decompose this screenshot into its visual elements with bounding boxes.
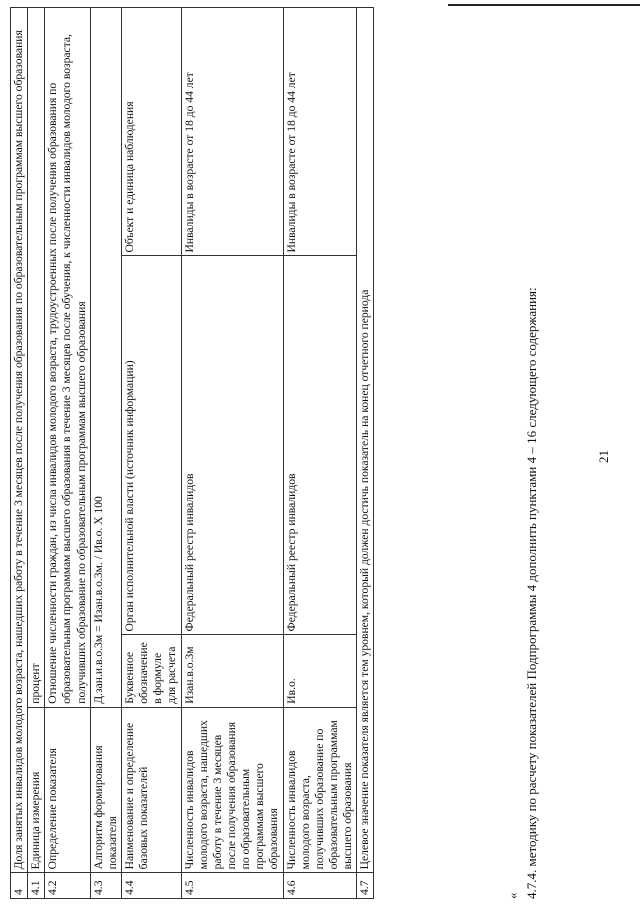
row-value: Отношение численности граждан, из числа инвалидов молодого возраста, трудоустроенных после получения образования по образовательным программам высшего образования в течение 3 месяцев после обучения, к численности инвалидов молодого возраста, получивших образование по образовательным программам высшего образования <box>45 8 90 708</box>
row-number: 4.6 <box>283 873 357 899</box>
header-source: Орган исполнительной власти (источник информации) <box>121 256 181 635</box>
row-label: Численность инвалидов молодого возраста, нашедших работу в течение 3 месяцев после получения образования по образовательным программам высшего образования <box>181 707 283 873</box>
row-4-5 <box>181 8 283 899</box>
row-label: Наименование и определение базовых показателей <box>121 707 181 873</box>
row-number: 4.4 <box>121 873 181 899</box>
observation-object: Инвалиды в возрасте от 18 до 44 лет <box>283 8 357 256</box>
row-number: 4.2 <box>45 873 90 899</box>
row-number: 4.1 <box>28 873 45 899</box>
row-4-7 <box>357 8 374 899</box>
row-4-1 <box>28 8 45 899</box>
source: Федеральный реестр инвалидов <box>181 256 283 635</box>
methodology-table <box>10 7 374 899</box>
row-number: 4.5 <box>181 873 283 899</box>
page-number: 21 <box>596 450 611 463</box>
row-label: Определение показателя <box>45 707 90 873</box>
formula: Д.зан.и.в.о.3м = Изан.в.о.3м. / Ив.о. Х 100 <box>90 8 121 708</box>
row-4 <box>11 8 28 899</box>
observation-object: Инвалиды в возрасте от 18 до 44 лет <box>181 8 283 256</box>
row-number: 4.3 <box>90 873 121 899</box>
indicator-title: Доля занятых инвалидов молодого возраста, нашедших работу в течение 3 месяцев после получения образования по образовательным программам высшего образования <box>11 8 28 873</box>
header-letter-designation: Буквенное обозначение в формуле для расчета <box>121 635 181 707</box>
source: Федеральный реестр инвалидов <box>283 256 357 635</box>
letter-designation: Ив.о. <box>283 635 357 707</box>
target-value-text: Целевое значение показателя является тем уровнем, который должен достичь показатель на конец отчетного периода <box>357 8 374 873</box>
row-4-2 <box>45 8 90 899</box>
row-4-4 <box>121 8 181 899</box>
letter-designation: Изан.в.о.3м <box>181 635 283 707</box>
row-label: Единица измерения <box>28 707 45 873</box>
row-4-6 <box>283 8 357 899</box>
row-4-3 <box>90 8 121 899</box>
row-number: 4 <box>11 873 28 899</box>
intro-paragraph: 4.7.4. методику по расчету показателей Подпрограммы 4 дополнить пунктами 4 – 16 следующего содержания: <box>524 287 539 899</box>
opening-quote: « <box>505 892 520 899</box>
row-label: Численность инвалидов молодого возраста, получивших образование по образовательным программам высшего образования <box>283 707 357 873</box>
row-number: 4.7 <box>357 873 374 899</box>
row-value: процент <box>28 8 45 708</box>
row-label: Алгоритм формирования показателя <box>90 707 121 873</box>
header-observation-object: Объект и единица наблюдения <box>121 8 181 256</box>
